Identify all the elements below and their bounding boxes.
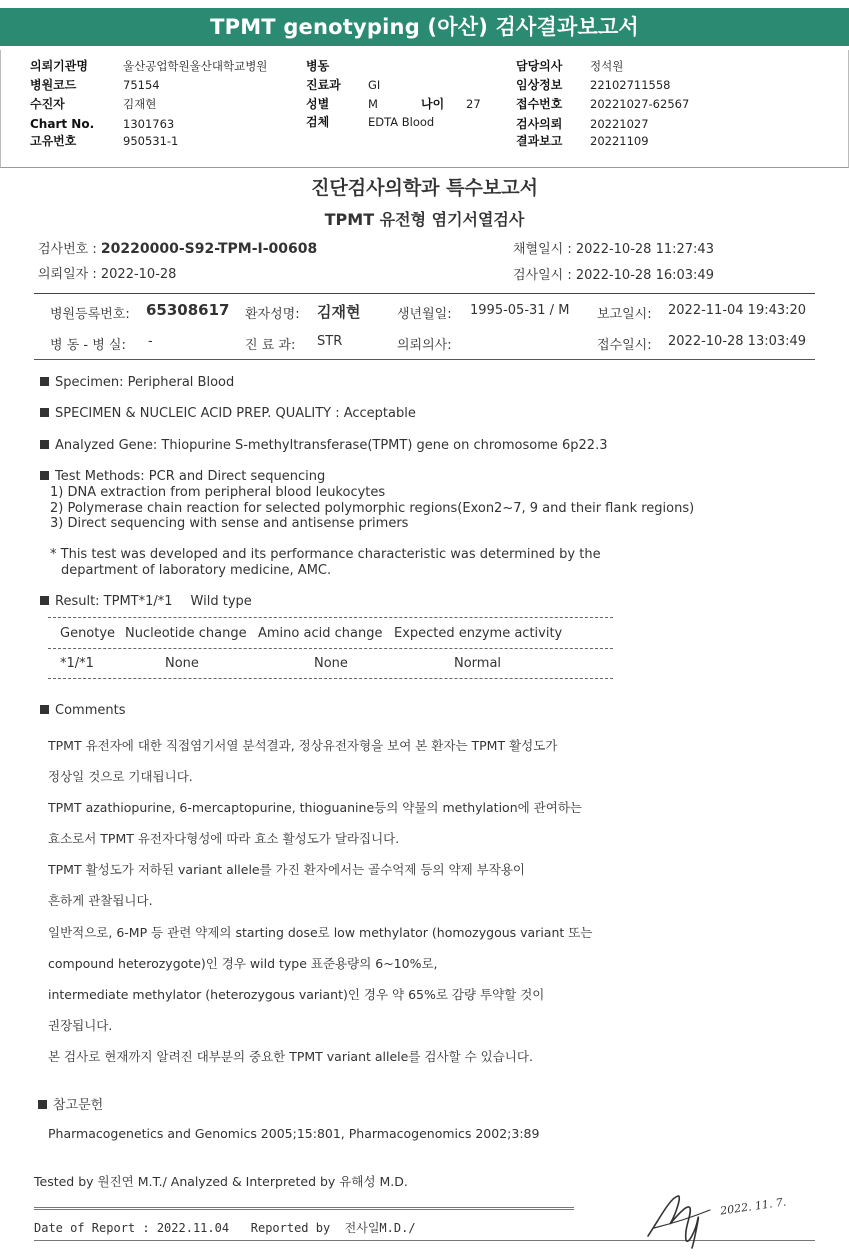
ward-label: 병동	[306, 59, 330, 73]
chart-no-label: Chart No.	[30, 117, 95, 131]
date-of-report: Date of Report : 2022.11.04 Reported by 전사일M.D./	[34, 1221, 416, 1235]
accept-date-label: 접수일시:	[597, 338, 652, 353]
rule-top	[34, 293, 815, 294]
signature-date: 2022. 11. 7.	[719, 1195, 788, 1218]
ward-room-label: 병 동 - 병 실:	[50, 338, 126, 353]
patient-name-value: 김재현	[317, 303, 361, 321]
method-3: 3) Direct sequencing with sense and antisense primers	[50, 516, 409, 531]
collect-label: 채혈일시 :	[513, 242, 576, 257]
clinical-info-value: 22102711558	[590, 78, 671, 92]
references-label: 참고문헌	[53, 1098, 104, 1113]
collect-value: 2022-10-28 11:27:43	[575, 242, 714, 257]
req-doctor-label: 의뢰의사:	[397, 338, 452, 353]
test-no-line	[38, 238, 317, 257]
gene-section	[40, 438, 607, 453]
comment-line-1: TPMT 유전자에 대한 직접염기서열 분석결과, 정상유전자형을 보여 본 환자는 TPMT 활성도가	[48, 738, 558, 753]
doctor-label: 담당의사	[516, 59, 563, 73]
dept2-value: STR	[317, 334, 343, 349]
table-header-enzyme: Expected enzyme activity	[394, 626, 563, 641]
receipt-no-value: 20221027-62567	[590, 97, 690, 111]
unique-no-label: 고유번호	[30, 134, 77, 148]
bullet-square-icon	[40, 408, 49, 417]
report-date-value: 2022-11-04 19:43:20	[668, 303, 807, 318]
age-label: 나이	[421, 97, 445, 111]
exam-value: 2022-10-28 16:03:49	[575, 268, 714, 283]
comment-line-5: TPMT 활성도가 저하된 variant allele를 가진 환자에서는 골수억제 등의 약제 부작용이	[48, 862, 525, 877]
request-date-label: 검사의뢰	[516, 117, 563, 131]
methods-section	[40, 469, 325, 484]
specimen-label: 검체	[306, 115, 330, 129]
result-type: Wild type	[190, 594, 252, 609]
bullet-square-icon	[40, 596, 49, 605]
comment-line-6: 흔하게 관찰됩니다.	[48, 893, 153, 908]
references-text: Pharmacogenetics and Genomics 2005;15:801, Pharmacogenomics 2002;3:89	[48, 1126, 540, 1141]
patient-label: 수진자	[30, 97, 65, 111]
chart-no-value: 1301763	[123, 117, 175, 131]
institution-label: 의뢰기관명	[30, 59, 88, 73]
report-heading: 진단검사의학과 특수보고서	[311, 177, 538, 199]
request-value: 2022-10-28	[100, 267, 177, 282]
result-section	[40, 594, 252, 609]
comments-section	[40, 703, 125, 718]
specimen-value: EDTA Blood	[368, 115, 435, 129]
table-dash-1	[48, 617, 613, 618]
result-genotype: Result: TPMT*1/*1	[55, 594, 173, 609]
institution-value: 울산공업학원울산대학교병원	[123, 59, 268, 73]
table-cell-nucleotide: None	[165, 656, 199, 671]
gene-text: Analyzed Gene: Thiopurine S-methyltransferase(TPMT) gene on chromosome 6p22.3	[55, 438, 608, 453]
birth-label: 생년월일:	[397, 307, 452, 322]
method-1: 1) DNA extraction from peripheral blood leukocytes	[50, 485, 386, 500]
report-title: TPMT genotyping (아산) 검사결과보고서	[0, 8, 849, 46]
dept-label: 진료과	[306, 78, 341, 92]
footer-double-rule	[34, 1207, 574, 1210]
comment-line-3: TPMT azathiopurine, 6-mercaptopurine, thioguanine등의 약물의 methylation에 관여하는	[48, 800, 582, 815]
bullet-square-icon	[38, 1100, 47, 1109]
result-date-label: 결과보고	[516, 134, 563, 148]
clinical-info-label: 임상정보	[516, 78, 563, 92]
request-date-value: 20221027	[590, 117, 649, 131]
bullet-square-icon	[40, 377, 49, 386]
comment-line-10: 권장됩니다.	[48, 1018, 113, 1033]
hospital-code-label: 병원코드	[30, 78, 77, 92]
age-value: 27	[466, 97, 481, 111]
result-date-value: 20221109	[590, 134, 649, 148]
table-header-genotype: Genotye	[60, 626, 116, 641]
bullet-square-icon	[40, 440, 49, 449]
table-dash-2	[48, 648, 613, 649]
receipt-no-label: 접수번호	[516, 97, 563, 111]
request-date-line	[38, 263, 176, 282]
birth-value: 1995-05-31 / M	[470, 303, 570, 318]
quality-text: SPECIMEN & NUCLEIC ACID PREP. QUALITY : Acceptable	[55, 406, 416, 421]
methods-text: Test Methods: PCR and Direct sequencing	[55, 469, 326, 484]
specimen-text: Specimen: Peripheral Blood	[55, 375, 235, 390]
table-header-amino: Amino acid change	[258, 626, 383, 641]
comments-label: Comments	[55, 703, 126, 718]
rule-bottom	[34, 359, 815, 360]
exam-date-line	[513, 264, 714, 283]
table-header-nucleotide: Nucleotide change	[125, 626, 247, 641]
table-dash-3	[48, 678, 613, 679]
comment-line-2: 정상일 것으로 기대됩니다.	[48, 769, 193, 784]
table-cell-enzyme: Normal	[454, 656, 502, 671]
sex-value: M	[368, 97, 378, 111]
dept2-label: 진 료 과:	[245, 338, 296, 353]
exam-label: 검사일시 :	[513, 268, 576, 283]
references-section	[38, 1094, 103, 1113]
bullet-square-icon	[40, 705, 49, 714]
comment-line-8: compound heterozygote)인 경우 wild type 표준용량의 6~10%로,	[48, 956, 438, 971]
comment-line-4: 효소로서 TPMT 유전자다형성에 따라 효소 활성도가 달라집니다.	[48, 831, 400, 846]
method-2: 2) Polymerase chain reaction for selected polymorphic regions(Exon2~7, 9 and their flank regions)	[50, 501, 695, 516]
tested-by: Tested by 원진연 M.T./ Analyzed & Interpreted by 유해성 M.D.	[34, 1174, 408, 1189]
note-line-1: * This test was developed and its performance characteristic was determined by the	[50, 547, 601, 562]
report-subheading: TPMT 유전형 염기서열검사	[324, 210, 525, 229]
specimen-section	[40, 375, 234, 390]
sex-label: 성별	[306, 97, 330, 111]
signature-scribble	[640, 1188, 750, 1252]
request-label: 의뢰일자 :	[38, 267, 101, 282]
table-cell-genotype: *1/*1	[60, 656, 94, 671]
bullet-square-icon	[40, 471, 49, 480]
ward-room-value: -	[148, 334, 153, 349]
table-cell-amino: None	[314, 656, 348, 671]
patient-name-label: 환자성명:	[245, 307, 300, 322]
patient-value: 김재현	[123, 97, 157, 111]
accept-date-value: 2022-10-28 13:03:49	[668, 334, 807, 349]
reg-no-label: 병원등록번호:	[50, 307, 130, 322]
test-no-label: 검사번호 :	[38, 242, 101, 257]
note-line-2: department of laboratory medicine, AMC.	[61, 563, 332, 578]
hospital-code-value: 75154	[123, 78, 160, 92]
unique-no-value: 950531-1	[123, 134, 179, 148]
comment-line-7: 일반적으로, 6-MP 등 관련 약제의 starting dose로 low methylator (homozygous variant 또는	[48, 925, 593, 940]
comment-line-9: intermediate methylator (heterozygous variant)인 경우 약 65%로 감량 투약할 것이	[48, 987, 545, 1002]
quality-section	[40, 406, 416, 421]
report-date-label: 보고일시:	[597, 307, 652, 322]
comment-line-11: 본 검사로 현재까지 알려진 대부분의 중요한 TPMT variant allele를 검사할 수 있습니다.	[48, 1049, 533, 1064]
test-no-value: 20220000-S92-TPM-I-00608	[100, 241, 318, 257]
doctor-value: 정석원	[590, 59, 624, 73]
dept-value: GI	[368, 78, 381, 92]
collect-date-line	[513, 238, 714, 257]
reg-no-value: 65308617	[146, 301, 230, 319]
